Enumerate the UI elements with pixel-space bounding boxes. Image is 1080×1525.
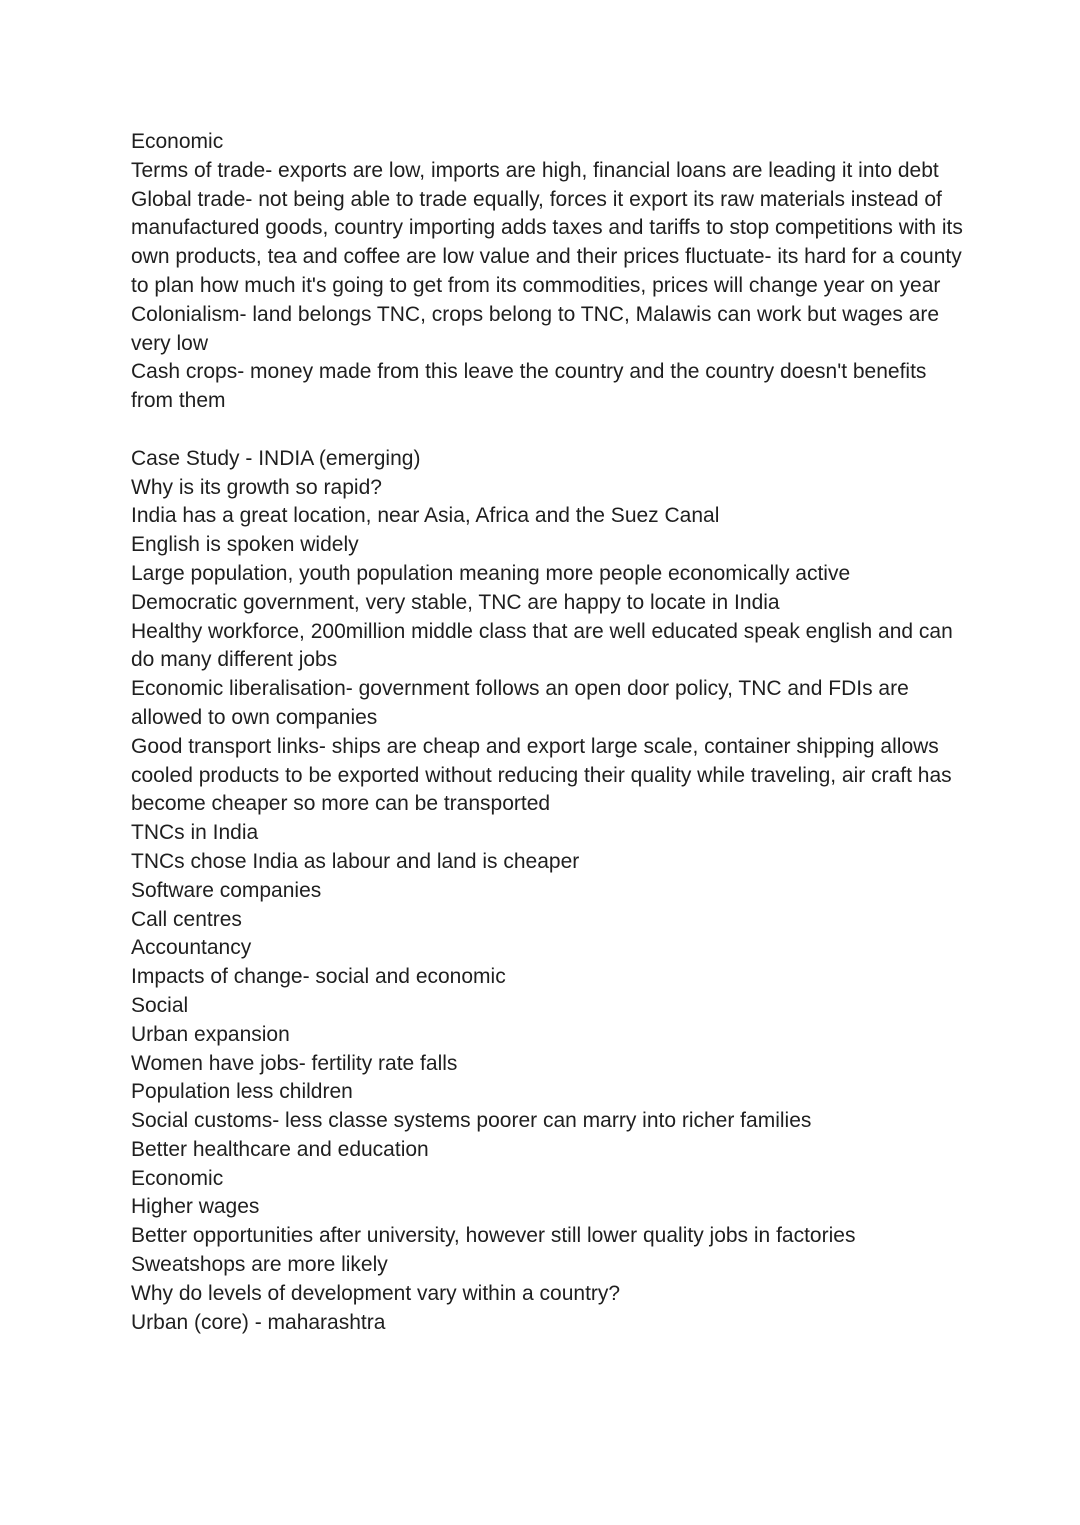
development-question: Why do levels of development vary within a country?: [131, 1281, 621, 1305]
call-centres-note: Call centres: [131, 907, 242, 931]
urban-expansion-note: Urban expansion: [131, 1022, 290, 1046]
english-note: English is spoken widely: [131, 533, 359, 557]
social-customs-note: Social customs- less classe systems poorer can marry into richer families: [131, 1109, 812, 1133]
impacts-heading: Impacts of change- social and economic: [131, 965, 506, 989]
transport-note: Good transport links- ships are cheap and export large scale, container shipping allows cooled products to be exported without reducing their quality while traveling, air craft has become cheaper so more can be transported: [131, 734, 952, 816]
paragraph-gap: [131, 416, 971, 445]
cash-crops-note: Cash crops- money made from this leave the country and the country doesn't benefits from them: [131, 360, 927, 413]
global-trade-note: Global trade- not being able to trade equally, forces it export its raw materials instead of manufactured goods, country importing adds taxes and tariffs to stop competitions with its own products, tea and coffee are low value and their prices fluctuate- its hard for a county to plan how much it's going to get from its commodities, prices will change year on year: [131, 187, 963, 297]
population-children-note: Population less children: [131, 1080, 353, 1104]
urban-core-note: Urban (core) - maharashtra: [131, 1310, 386, 1334]
software-note: Software companies: [131, 878, 322, 902]
economic-heading: Economic: [131, 1166, 224, 1190]
terms-of-trade-note: Terms of trade- exports are low, imports are high, financial loans are leading it into debt: [131, 158, 939, 182]
location-note: India has a great location, near Asia, Africa and the Suez Canal: [131, 504, 720, 528]
workforce-note: Healthy workforce, 200million middle class that are well educated speak english and can do many different jobs: [131, 619, 953, 672]
accountancy-note: Accountancy: [131, 936, 252, 960]
liberalisation-note: Economic liberalisation- government follows an open door policy, TNC and FDIs are allowed to own companies: [131, 677, 909, 729]
growth-question: Why is its growth so rapid?: [131, 475, 382, 499]
sweatshops-note: Sweatshops are more likely: [131, 1253, 388, 1277]
government-note: Democratic government, very stable, TNC are happy to locate in India: [131, 590, 780, 614]
colonialism-note: Colonialism- land belongs TNC, crops belong to TNC, Malawis can work but wages are very low: [131, 302, 940, 355]
healthcare-note: Better healthcare and education: [131, 1137, 429, 1161]
higher-wages-note: Higher wages: [131, 1195, 260, 1219]
tncs-heading: TNCs in India: [131, 821, 259, 845]
case-study-title: Case Study - INDIA (emerging): [131, 446, 421, 470]
document-page: [131, 128, 971, 1337]
women-jobs-note: Women have jobs- fertility rate falls: [131, 1051, 458, 1075]
population-note: Large population, youth population meaning more people economically active: [131, 561, 851, 585]
section-heading-economic: Economic: [131, 130, 224, 153]
tncs-reason-note: TNCs chose India as labour and land is cheaper: [131, 849, 580, 873]
opportunities-note: Better opportunities after university, however still lower quality jobs in factories: [131, 1224, 856, 1248]
social-heading: Social: [131, 993, 189, 1017]
